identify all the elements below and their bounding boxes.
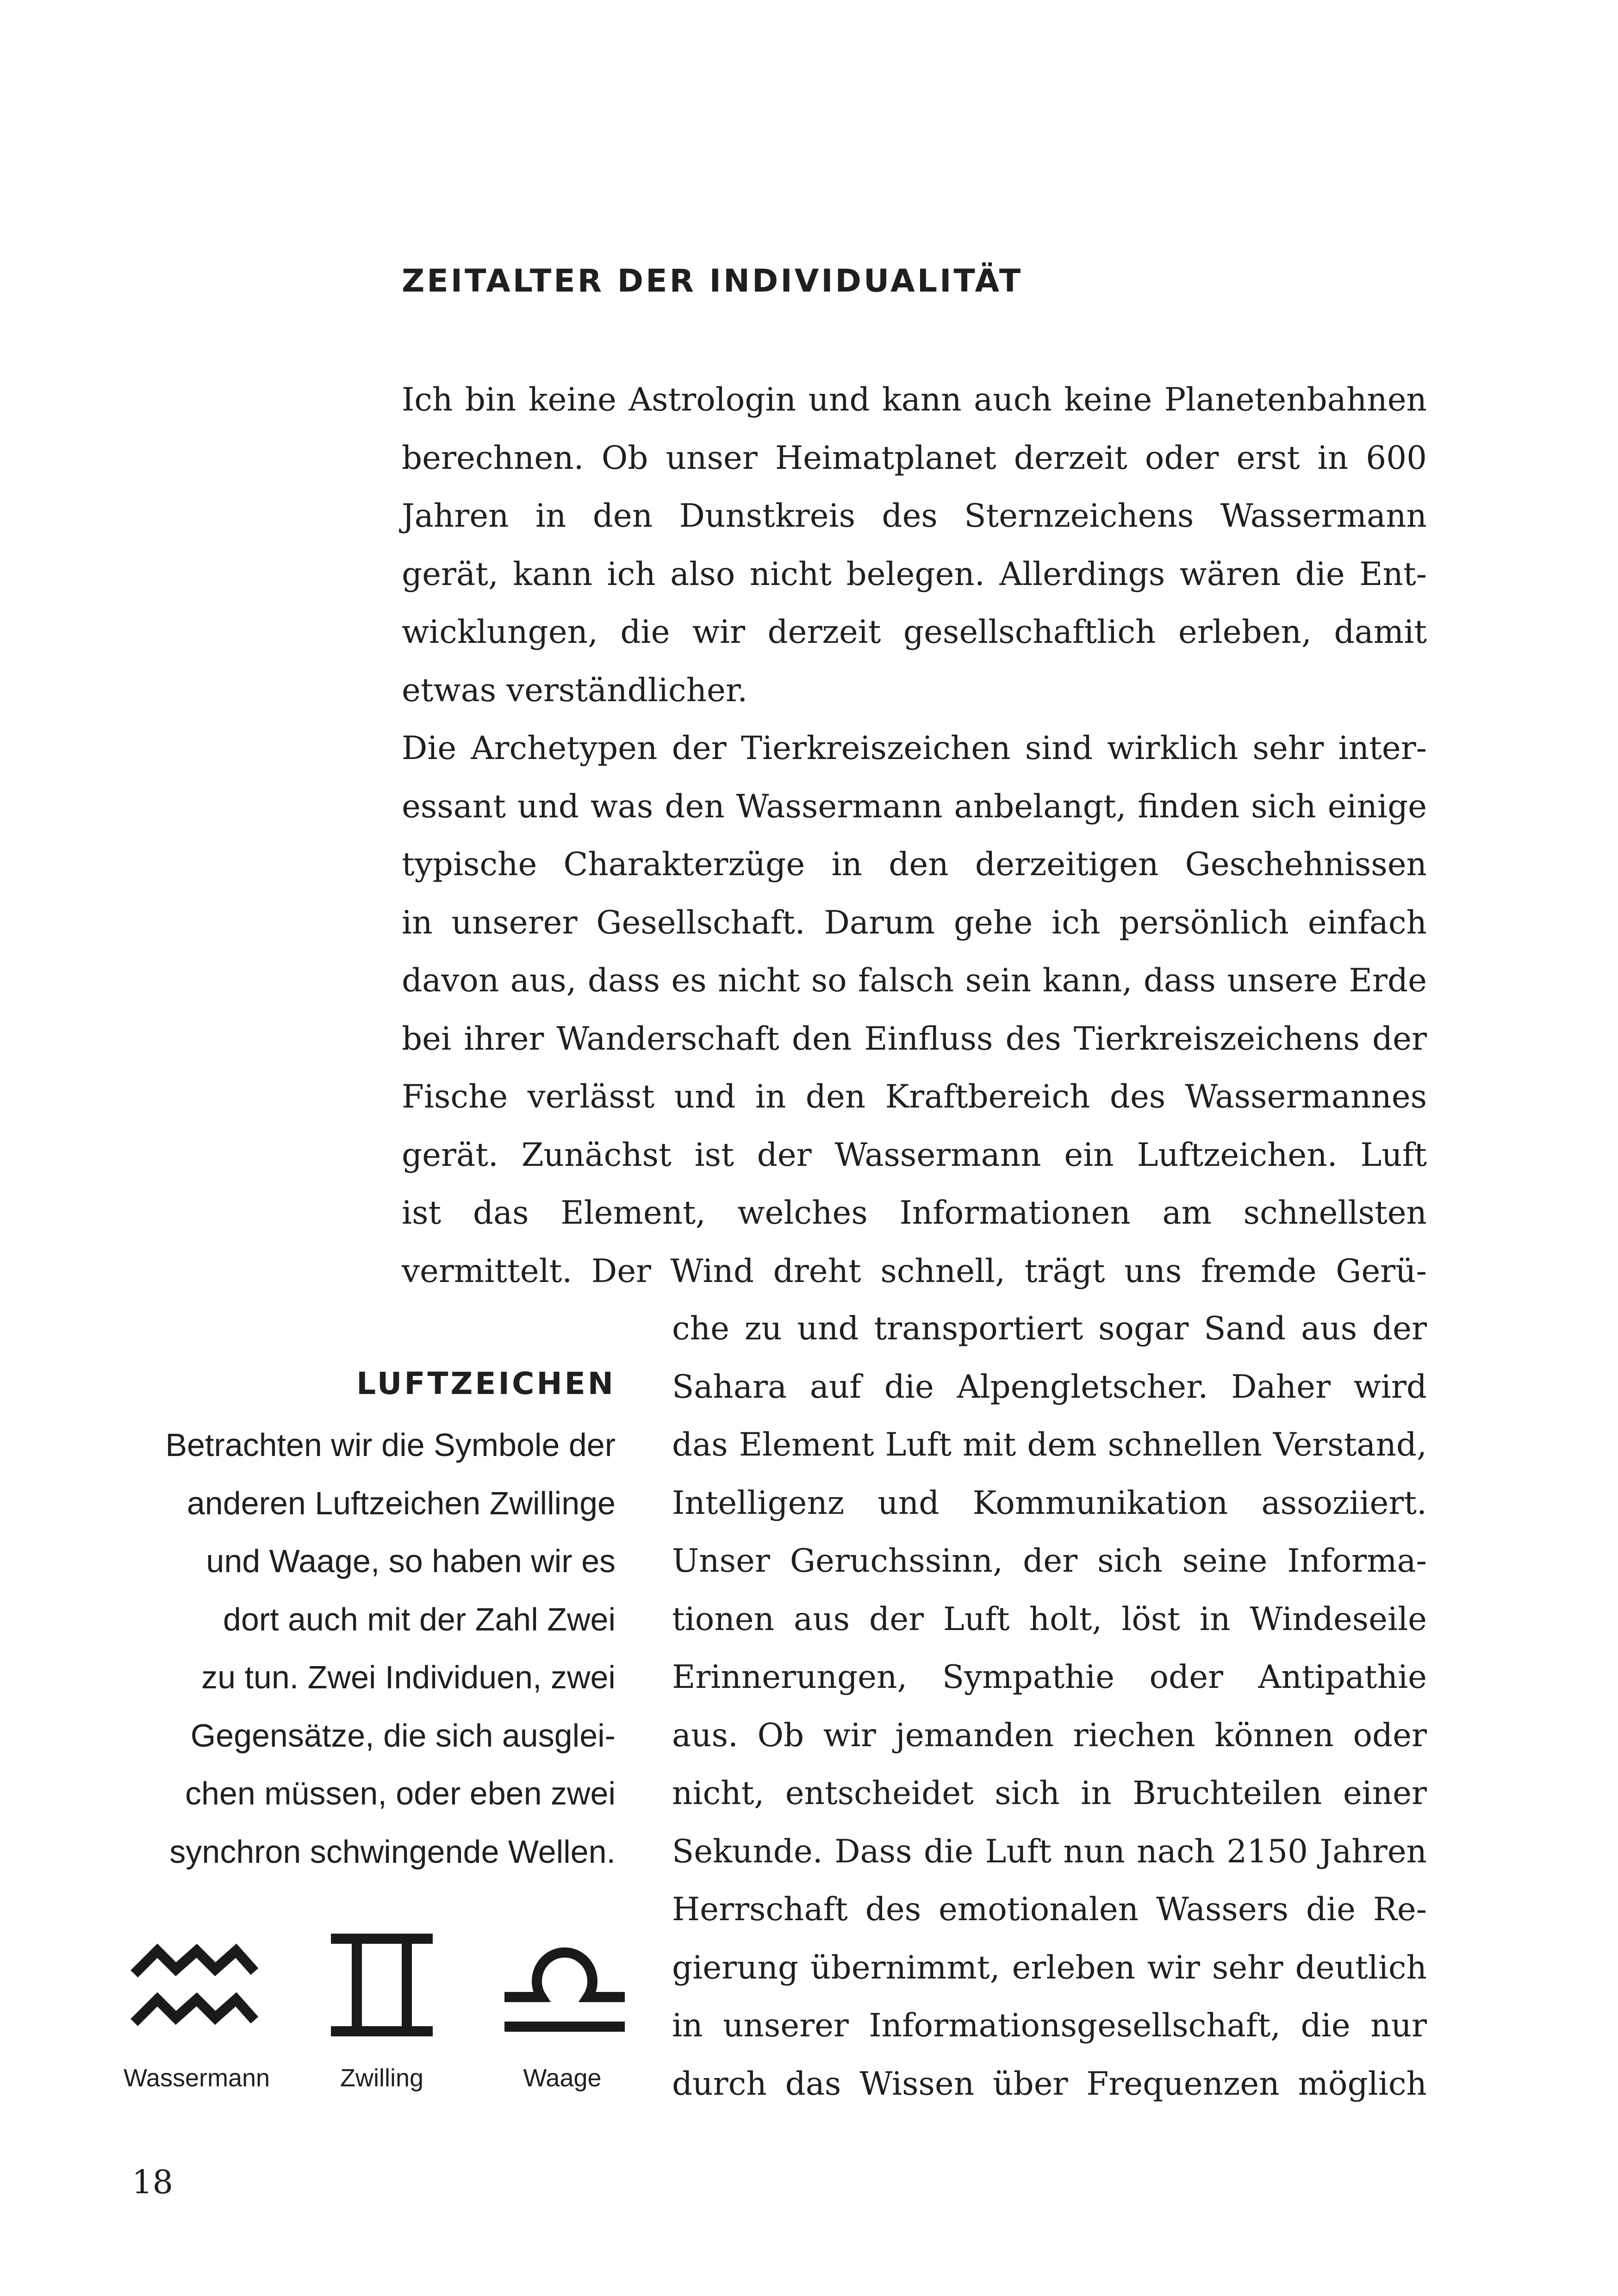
sidebar-line: synchron schwingende Wellen.	[169, 1833, 616, 1870]
sidebar-line: Betrachten wir die Symbole der	[165, 1427, 616, 1463]
text-line: wicklungen, die wir derzeit gesellschaftlich erleben, damit	[402, 614, 1427, 651]
text-line: Jahren in den Dunstkreis des Sternzeichens Wassermann	[402, 498, 1427, 535]
text-line: typische Charakterzüge in den derzeitigen Geschehnissen	[402, 846, 1427, 883]
text-line: Ich bin keine Astrologin und kann auch keine Planetenbahnen	[402, 381, 1427, 418]
aquarius-icon	[130, 1937, 264, 2039]
sidebar-line: Gegensätze, die sich ausglei-	[190, 1717, 616, 1754]
sidebar-text	[120, 1416, 616, 1881]
text-line: etwas verständlicher.	[402, 672, 748, 709]
text-line: aus. Ob wir jemanden riechen können oder	[672, 1717, 1427, 1754]
text-line: Sahara auf die Alpengletscher. Daher wird	[672, 1368, 1427, 1406]
text-line: Die Archetypen der Tierkreiszeichen sind wirklich sehr inter-	[402, 730, 1427, 767]
text-line: davon aus, dass es nicht so falsch sein kann, dass unsere Erde	[402, 962, 1427, 999]
text-line: Herrschaft des emotionalen Wassers die Re-	[672, 1891, 1427, 1928]
text-line: berechnen. Ob unser Heimatplanet derzeit oder erst in 600	[402, 439, 1427, 477]
page-number: 18	[132, 2163, 174, 2201]
section-heading: ZEITALTER DER INDIVIDUALITÄT	[402, 263, 1023, 299]
text-line: Intelligenz und Kommunikation assoziiert.	[672, 1484, 1427, 1522]
libra-icon	[500, 1937, 629, 2039]
text-line: Fische verlässt und in den Kraftbereich des Wassermannes	[402, 1078, 1427, 1115]
text-line: tionen aus der Luft holt, löst in Windeseile	[672, 1600, 1427, 1638]
text-line: che zu und transportiert sogar Sand aus der	[672, 1310, 1427, 1347]
text-line: gerät. Zunächst ist der Wassermann ein Luftzeichen. Luft	[402, 1136, 1427, 1174]
sidebar-line: dort auch mit der Zahl Zwei	[223, 1601, 616, 1637]
text-line: durch das Wissen über Frequenzen möglich	[672, 2065, 1427, 2103]
continued-paragraph-column	[672, 1300, 1427, 2113]
main-paragraph-column	[402, 371, 1427, 1300]
text-line: nicht, entscheidet sich in Bruchteilen einer	[672, 1775, 1427, 1812]
sidebar-heading: LUFTZEICHEN	[356, 1366, 616, 1401]
text-line: ist das Element, welches Informationen am schnellsten	[402, 1195, 1427, 1232]
gemini-icon	[326, 1930, 437, 2041]
text-line: bei ihrer Wanderschaft den Einfluss des Tierkreiszeichens der	[402, 1020, 1427, 1058]
sidebar-line: und Waage, so haben wir es	[206, 1543, 616, 1579]
text-line: essant und was den Wassermann anbelangt, finden sich einige	[402, 788, 1427, 825]
text-line: Erinnerungen, Sympathie oder Antipathie	[672, 1659, 1427, 1696]
gemini-label: Zwilling	[340, 2064, 424, 2092]
text-line: das Element Luft mit dem schnellen Verstand,	[672, 1426, 1427, 1463]
text-line: gierung übernimmt, erleben wir sehr deutlich	[672, 1949, 1427, 1986]
text-line: Sekunde. Dass die Luft nun nach 2150 Jahren	[672, 1833, 1427, 1870]
text-line: Unser Geruchssinn, der sich seine Informa-	[672, 1543, 1427, 1580]
text-line: in unserer Informationsgesellschaft, die nur	[672, 2007, 1427, 2044]
text-line: gerät, kann ich also nicht belegen. Allerdings wären die Ent-	[402, 555, 1427, 593]
text-line: vermittelt. Der Wind dreht schnell, trägt uns fremde Gerü-	[402, 1252, 1427, 1290]
aquarius-label: Wassermann	[123, 2064, 270, 2092]
sidebar-line: chen müssen, oder eben zwei	[185, 1775, 616, 1811]
libra-label: Waage	[523, 2064, 602, 2092]
sidebar-line: zu tun. Zwei Individuen, zwei	[201, 1659, 616, 1695]
text-line: in unserer Gesellschaft. Darum gehe ich persönlich einfach	[402, 904, 1427, 941]
sidebar-line: anderen Luftzeichen Zwillinge	[187, 1485, 616, 1521]
